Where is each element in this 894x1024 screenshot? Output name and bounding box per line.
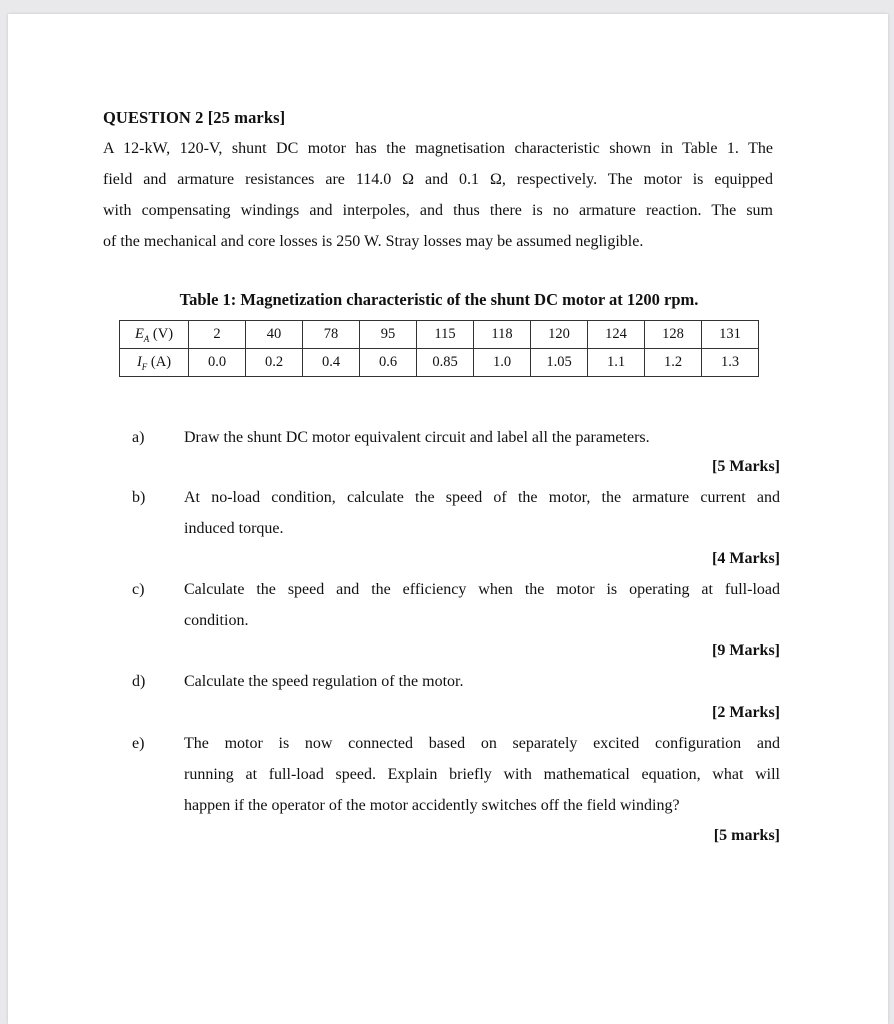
intro-line: of the mechanical and core losses is 250 W. Stray losses may be assumed negligible.	[103, 233, 644, 250]
ea-symbol: E	[134, 325, 144, 342]
part-letter: c)	[132, 581, 145, 598]
table-cell: 131	[702, 321, 759, 349]
question-intro	[103, 133, 773, 257]
table-cell: 1.05	[531, 349, 588, 377]
part-line: At no-load condition, calculate the speed of the motor, the armature current and	[184, 489, 780, 506]
table-cell: 0.6	[360, 349, 417, 377]
part-text	[184, 728, 780, 821]
part-line: Calculate the speed regulation of the motor.	[184, 673, 464, 690]
table-cell: 40	[246, 321, 303, 349]
table-row-ea	[120, 321, 759, 349]
part-line: Draw the shunt DC motor equivalent circuit and label all the parameters.	[184, 429, 650, 446]
intro-line: with compensating windings and interpoles, and thus there is no armature reaction. The sum	[103, 202, 773, 219]
part-letter: b)	[132, 489, 146, 506]
part-line: condition.	[184, 612, 249, 629]
question-heading: QUESTION 2 [25 marks]	[103, 108, 286, 127]
ea-subscript: A	[143, 333, 150, 344]
part-line: running at full-load speed. Explain briefly with mathematical equation, what will	[184, 766, 780, 783]
part-text	[184, 574, 780, 636]
part-text	[184, 482, 780, 544]
table-cell: 0.2	[246, 349, 303, 377]
table-cell: 78	[303, 321, 360, 349]
table-cell: 115	[417, 321, 474, 349]
intro-line: A 12-kW, 120-V, shunt DC motor has the magnetisation characteristic shown in Table 1. The	[103, 140, 773, 157]
marks-d: [2 Marks]	[712, 704, 780, 721]
table-cell: 1.3	[702, 349, 759, 377]
table-cell: 1.1	[588, 349, 645, 377]
part-text	[184, 666, 780, 697]
table-row-if	[120, 349, 759, 377]
part-letter: e)	[132, 735, 145, 752]
table-cell: 1.0	[474, 349, 531, 377]
part-line: happen if the operator of the motor accidently switches off the field winding?	[184, 797, 680, 814]
marks-a: [5 Marks]	[712, 458, 780, 475]
row-header-if	[120, 349, 189, 377]
if-symbol: I	[136, 353, 142, 370]
part-line: The motor is now connected based on separately excited configuration and	[184, 735, 780, 752]
part-letter: d)	[132, 673, 146, 690]
part-text	[184, 422, 780, 453]
table-cell: 128	[645, 321, 702, 349]
marks-b: [4 Marks]	[712, 550, 780, 567]
marks-c: [9 Marks]	[712, 642, 780, 659]
magnetization-table	[119, 320, 759, 377]
if-unit: (A)	[147, 353, 172, 370]
table-cell: 95	[360, 321, 417, 349]
table-caption: Table 1: Magnetization characteristic of the shunt DC motor at 1200 rpm.	[179, 290, 699, 309]
table-cell: 1.2	[645, 349, 702, 377]
table-cell: 0.85	[417, 349, 474, 377]
marks-e: [5 marks]	[713, 827, 780, 844]
table-cell: 0.4	[303, 349, 360, 377]
part-letter: a)	[132, 429, 145, 446]
table-cell: 124	[588, 321, 645, 349]
table-cell: 0.0	[189, 349, 246, 377]
ea-unit: (V)	[149, 325, 174, 342]
part-line: induced torque.	[184, 520, 284, 537]
table-cell: 2	[189, 321, 246, 349]
intro-line: field and armature resistances are 114.0 Ω and 0.1 Ω, respectively. The motor is equipped	[103, 171, 773, 188]
row-header-ea	[120, 321, 189, 349]
table-cell: 118	[474, 321, 531, 349]
if-subscript: F	[141, 361, 148, 372]
part-line: Calculate the speed and the efficiency when the motor is operating at full-load	[184, 581, 780, 598]
table-cell: 120	[531, 321, 588, 349]
